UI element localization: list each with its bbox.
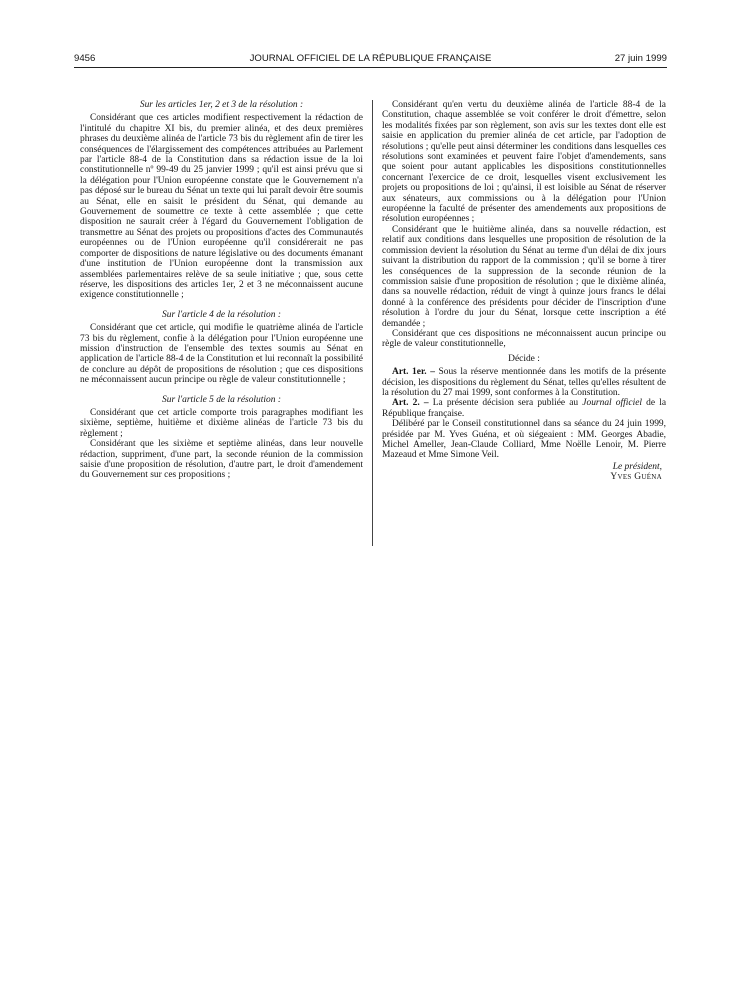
- article-2: [382, 398, 666, 419]
- right-column: [382, 100, 666, 483]
- journal-officiel-italic: Journal officiel: [582, 398, 643, 409]
- journal-title: JOURNAL OFFICIEL DE LA RÉPUBLIQUE FRANÇAISE: [249, 53, 492, 64]
- article-1-text: Sous la réserve mentionnée dans les motifs de la présente décision, les dispositions du règlement du Sénat, telles qu'elles résultent de la résolution du 27 mai 1999, sont conformes à la Constitution.: [382, 367, 666, 398]
- column-divider: [372, 100, 373, 546]
- article-2-text-before: La présente décision sera publiée au: [432, 398, 579, 409]
- signature-role: Le président,: [612, 461, 662, 472]
- paragraph: Considérant que cet article comporte trois paragraphes modifiant les sixième, septième, huitième et dixième alinéas de l'article 73 bis du règlement ;: [80, 407, 363, 439]
- article-2-text-after: de la République française.: [382, 398, 667, 419]
- deliberation: Délibéré par le Conseil constitutionnel dans sa séance du 24 juin 1999, présidée par M. Yves Guéna, et où siégeaient : MM. Georges Abadie, Michel Ameller, Jean-Claude Colliard, Mme Noëlle Lenoir, M. Pierre Mazeaud et Mme Simone Veil.: [382, 419, 666, 461]
- section-heading-article-4: Sur l'article 4 de la résolution :: [162, 309, 281, 320]
- article-1: [382, 367, 666, 398]
- paragraph: Considérant que ces dispositions ne méconnaissent aucun principe ou règle de valeur constitutionnelle,: [382, 328, 666, 350]
- publication-date: 27 juin 1999: [614, 53, 667, 64]
- paragraph: Considérant que ces articles modifient respectivement la rédaction de l'intitulé du chapitre XI bis, du premier alinéa, et des deux premières phrases du deuxième alinéa de l'article 73 bis du règlement afin de tirer les conséquences de l'élargissement des compétences attribuées au Parlement par l'article 88-4 de la Constitution dans sa rédaction issue de la loi constitutionnelle nº 99-49 du 25 janvier 1999 ; qu'il est ainsi prévu que si la délégation pour l'Union européenne constate que le Gouvernement n'a pas déposé sur le bureau du Sénat un texte qui lui paraît devoir être soumis au Sénat, elle en saisit le président du Sénat, qui demande au Gouvernement de soumettre ce texte à cette assemblée ; que cette disposition ne saurait créer à l'égard du Gouvernement l'obligation de transmettre au Sénat des projets ou propositions d'actes des Communautés européennes ou de l'Union européenne qu'il considérerait ne pas comporter de dispositions de nature législative ou des documents émanant d'une institution de l'Union européenne dont la transmission aux assemblées parlementaires relève de sa seule initiative ; que, sous cette réserve, les dispositions des articles 1er, 2 et 3 ne méconnaissent aucune exigence constitutionnelle ;: [80, 113, 363, 301]
- article-1-label: Art. 1er. –: [392, 367, 435, 378]
- section-heading-article-5: Sur l'article 5 de la résolution :: [162, 394, 281, 405]
- page-header: [74, 53, 667, 67]
- article-2-label: Art. 2. –: [392, 398, 429, 409]
- page-number: 9456: [74, 53, 96, 64]
- paragraph: Considérant que cet article, qui modifie le quatrième alinéa de l'article 73 bis du règlement, confie à la délégation pour l'Union européenne une mission d'instruction de l'ensemble des textes soumis au Sénat en application de l'article 88-4 de la Constitution et lui reconnaît la possibilité de conclure au dépôt de propositions de résolution ; que ces dispositions ne méconnaissent aucun principe ou règle de valeur constitutionnelle ;: [80, 323, 363, 386]
- header-rule: [74, 67, 667, 68]
- paragraph: Considérant que les sixième et septième alinéas, dans leur nouvelle rédaction, suppriment, d'une part, la seconde réunion de la commission saisie d'une proposition de résolution, d'autre part, le droit d'amendement du Gouvernement sur ces propositions ;: [80, 439, 363, 481]
- paragraph: Considérant que le huitième alinéa, dans sa nouvelle rédaction, est relatif aux conditions dans lesquelles une proposition de résolution de la commission devient la résolution du Sénat au terme d'un délai de dix jours suivant la distribution du rapport de la commission ; qu'il se borne à tirer les conséquences de la suppression de la seconde réunion de la commission saisie d'une proposition de résolution ; que le dixième alinéa, dans sa nouvelle rédaction, réduit de vingt à quinze jours francs le délai donné à la conférence des présidents pour décider de l'inscription d'une résolution à l'ordre du jour du Sénat, lorsque cette inscription a été demandée ;: [382, 224, 666, 329]
- left-column: [80, 100, 363, 481]
- paragraph: Considérant qu'en vertu du deuxième alinéa de l'article 88-4 de la Constitution, chaque assemblée se voit conférer le droit d'émettre, selon les modalités fixées par son règlement, son avis sur les textes dont elle est saisie en application du premier alinéa de cet article, par l'adoption de résolutions ; qu'elle peut ainsi déterminer les conditions dans lesquelles ces résolutions sont examinées et peuvent faire l'objet d'amendements, sans que soient pour autant applicables les dispositions constitutionnelles concernant l'exercice de ce droit, lesquelles visent exclusivement les projets ou propositions de loi ; qu'ainsi, il est loisible au Sénat de réserver aux sénateurs, aux commissions ou à la délégation pour l'Union européenne la faculté de présenter des amendements aux propositions de résolution européennes ;: [382, 100, 666, 225]
- decide-heading: Décide :: [508, 353, 540, 364]
- signature-name: Yves Guéna: [610, 472, 662, 483]
- section-heading-articles-1-2-3: Sur les articles 1er, 2 et 3 de la résolution :: [139, 100, 304, 110]
